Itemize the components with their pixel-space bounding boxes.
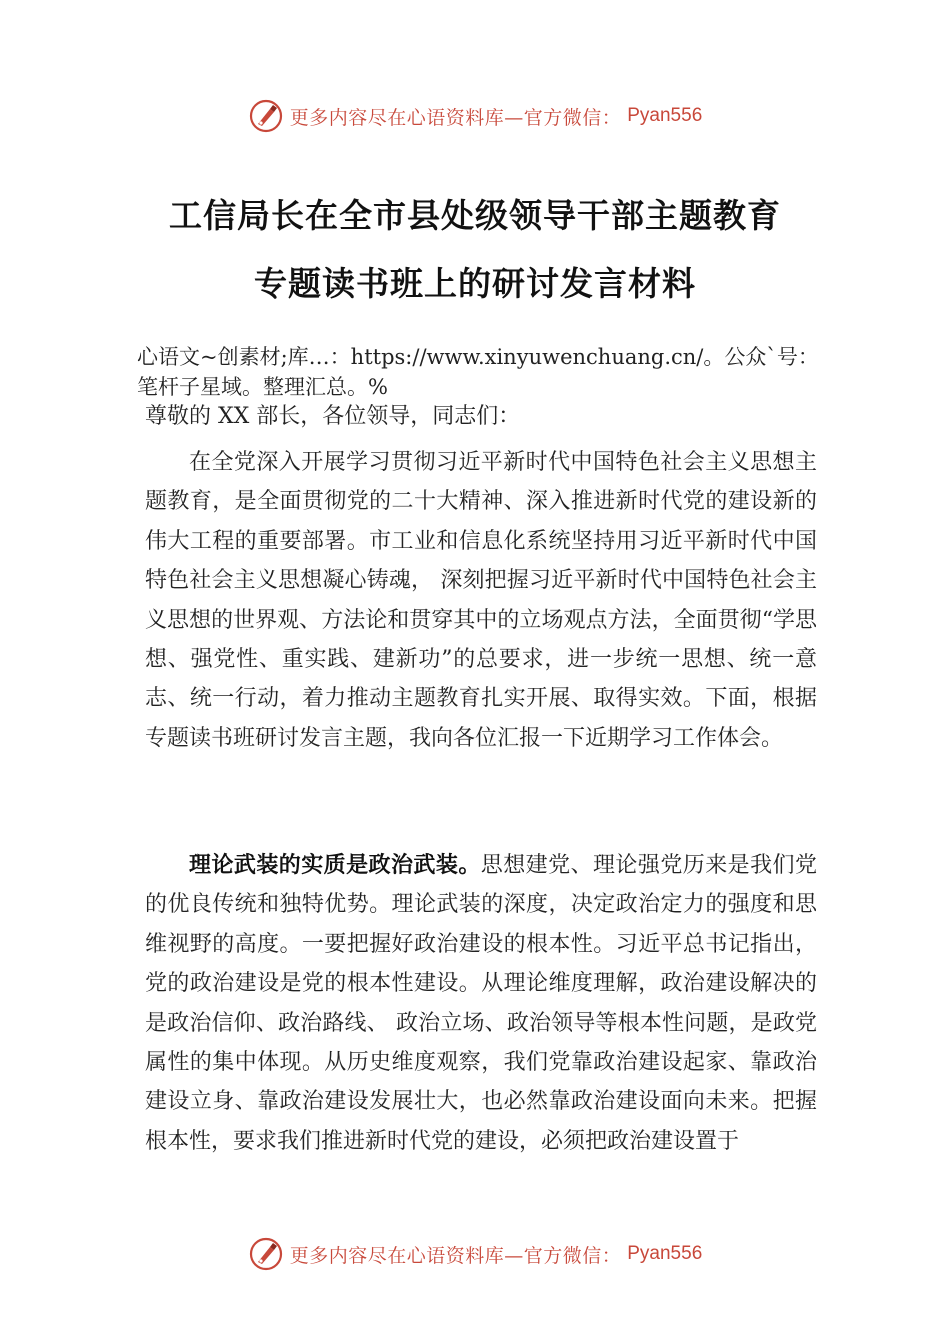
pen-nib-logo-icon: [248, 98, 284, 134]
paragraph-2-body: 思想建党、理论强党历来是我们党的优良传统和独特优势。理论武装的深度，决定政治定力的强度和思维视野的高度。一要把握好政治建设的根本性。习近平总书记指出，党的政治建设是党的根本性建设。从理论维度理解，政治建设解决的是政治信仰、政治路线、 政治立场、政治领导等根本性问题，是政党属性的集中体现。从历史维度观察，我们党靠政治建设起家、靠政治建设立身、靠政治建设发展壮大，也必然靠政治建设面向未来。把握根本性，要求我们推进新时代党的建设，必须把政治建设置于: [145, 853, 817, 1154]
banner-wechat-id: Pyan556: [627, 1243, 703, 1264]
banner-text: 更多内容尽在心语资料库—官方微信：: [289, 1244, 622, 1267]
document-title-line-2: 专题读书班上的研讨发言材料: [254, 264, 696, 303]
banner-wechat-id: Pyan556: [627, 105, 703, 126]
paragraph-lead-heading: 理论武装的实质是政治武装。: [189, 853, 481, 878]
body-paragraph-1: 在全党深入开展学习贯彻习近平新时代中国特色社会主义思想主题教育，是全面贯彻党的二十大精神、深入推进新时代党的建设新的伟大工程的重要部署。市工业和信息化系统坚持用习近平新时代中国特色社会主义思想凝心铸魂， 深刻把握习近平新时代中国特色社会主义思想的世界观、方法论和贯穿其中的立场观点方法，全面贯彻“学思想、强党性、重实践、建新功”的总要求，进一步统一思想、统一意志、统一行动，着力推动主题教育扎实开展、取得实效。下面，根据专题读书班研讨发言主题，我向各位汇报一下近期学习工作体会。: [145, 450, 817, 751]
source-watermark: 心语文~创素材;库…：https://www.xinyuwenchuang.cn/。公众`号：笔杆子星域。整理汇总。%: [137, 345, 819, 399]
document-title-line-1: 工信局长在全市县处级领导干部主题教育: [169, 196, 781, 235]
pen-nib-logo-icon: [248, 1236, 284, 1272]
salutation: 尊敬的 XX 部长，各位领导，同志们：: [145, 404, 521, 429]
header-banner: [0, 96, 950, 136]
banner-text: 更多内容尽在心语资料库—官方微信：: [289, 106, 622, 129]
body-paragraph-2: [145, 846, 817, 1161]
footer-banner: [0, 1234, 950, 1274]
